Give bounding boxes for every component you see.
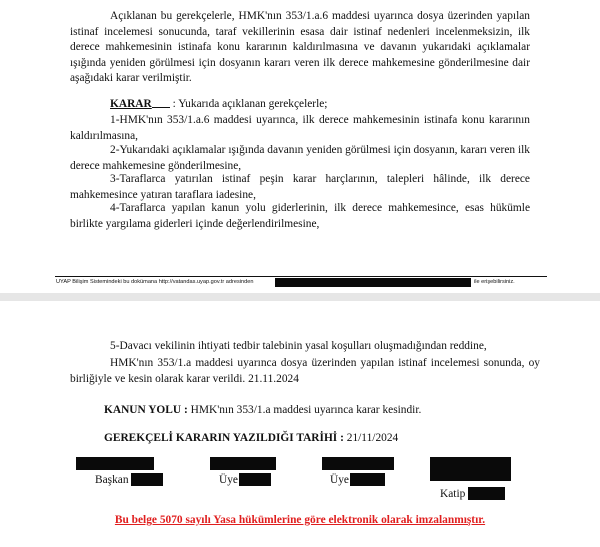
redaction-katip-name (430, 457, 511, 481)
redaction-uye2-name (322, 457, 394, 470)
redaction-footer-code (275, 278, 471, 287)
karar-underline (152, 107, 170, 108)
electronic-signature-notice: Bu belge 5070 sayılı Yasa hükümlerine göre elektronik olarak imzalanmıştır. (114, 514, 486, 526)
signature-label-uye2: Üye (330, 474, 349, 486)
redaction-baskan-name (76, 457, 154, 470)
gerekceli-karar-label: GEREKÇELİ KARARIN YAZILDIĞI TARİHİ : (104, 432, 344, 444)
decision-item-2: 2-Yukarıdaki açıklamalar ışığında davanın yeniden görülmesi için dosyanın, kararı veren ilk derece mahkemesine gönderilmesine, (70, 144, 530, 172)
footer-divider (55, 276, 547, 277)
kanun-yolu-label: KANUN YOLU : (104, 404, 188, 416)
gerekceli-karar-date: 21/11/2024 (346, 432, 399, 444)
karar-heading: KARAR (110, 98, 152, 110)
redaction-uye1-id (239, 473, 271, 486)
footer-right-link[interactable]: ile erişebilirsiniz. (474, 279, 515, 285)
redaction-baskan-id (131, 473, 163, 486)
signature-label-baskan: Başkan (95, 474, 129, 486)
karar-line (110, 97, 530, 113)
kanun-yolu-line (104, 403, 544, 419)
redaction-katip-id (468, 487, 505, 500)
redaction-uye1-name (210, 457, 276, 470)
signature-label-uye1: Üye (219, 474, 238, 486)
gerekceli-karar-line (104, 431, 544, 447)
decision-item-4: 4-Taraflarca yapılan kanun yolu giderlerinin, ilk derece mahkemesince, esas hükümle birlikte yargılama giderleri içinde değerlendirilmesine, (70, 202, 530, 230)
decision-item-1: 1-HMK'nın 353/1.a.6 maddesi uyarınca, ilk derece mahkemesinin istinafa konu kararının kaldırılmasına, (70, 114, 530, 142)
footer-left-text: UYAP Bilişim Sistemindeki bu dokümana http://vatandas.uyap.gov.tr adresinden (56, 279, 254, 285)
intro-paragraph: Açıklanan bu gerekçelerle, HMK'nın 353/1.a.6 maddesi uyarınca dosya üzerinden yapılan istinaf incelemesi sonucunda, taraf vekillerinin esasa dair istinaf nedenleri incelenmeksizin, ilk derece mahkemesinin istinafa konu kararının kaldırılmasına ve davanın yukarıdaki açıklamalar ışığında yeniden görülmesi için dosyanın kararı veren ilk derece mahkemesine gönderilmesine dair aşağıdaki karar verilmiştir. (70, 10, 530, 85)
decision-item-5: 5-Davacı vekilinin ihtiyati tedbir talebinin yasal koşulları oluşmadığından reddine, (110, 340, 487, 352)
kanun-yolu-text: HMK'nın 353/1.a maddesi uyarınca karar kesindir. (190, 404, 422, 416)
signature-label-katip: Katip (440, 488, 466, 500)
karar-suffix: : Yukarıda açıklanan gerekçelerle; (172, 98, 328, 110)
decision-item-3: 3-Taraflarca yatırılan istinaf peşin karar harçlarının, talepleri hâlinde, ilk derece mahkemesince yatıran taraflara iadesine, (70, 173, 530, 201)
redaction-uye2-id (350, 473, 385, 486)
final-judgment-paragraph: HMK'nın 353/1.a maddesi uyarınca dosya üzerinden yapılan istinaf incelemesi sonunda, oy birliğiyle ve kesin olarak karar verildi. 21.11.2024 (70, 357, 540, 385)
document-page-2 (0, 301, 600, 547)
